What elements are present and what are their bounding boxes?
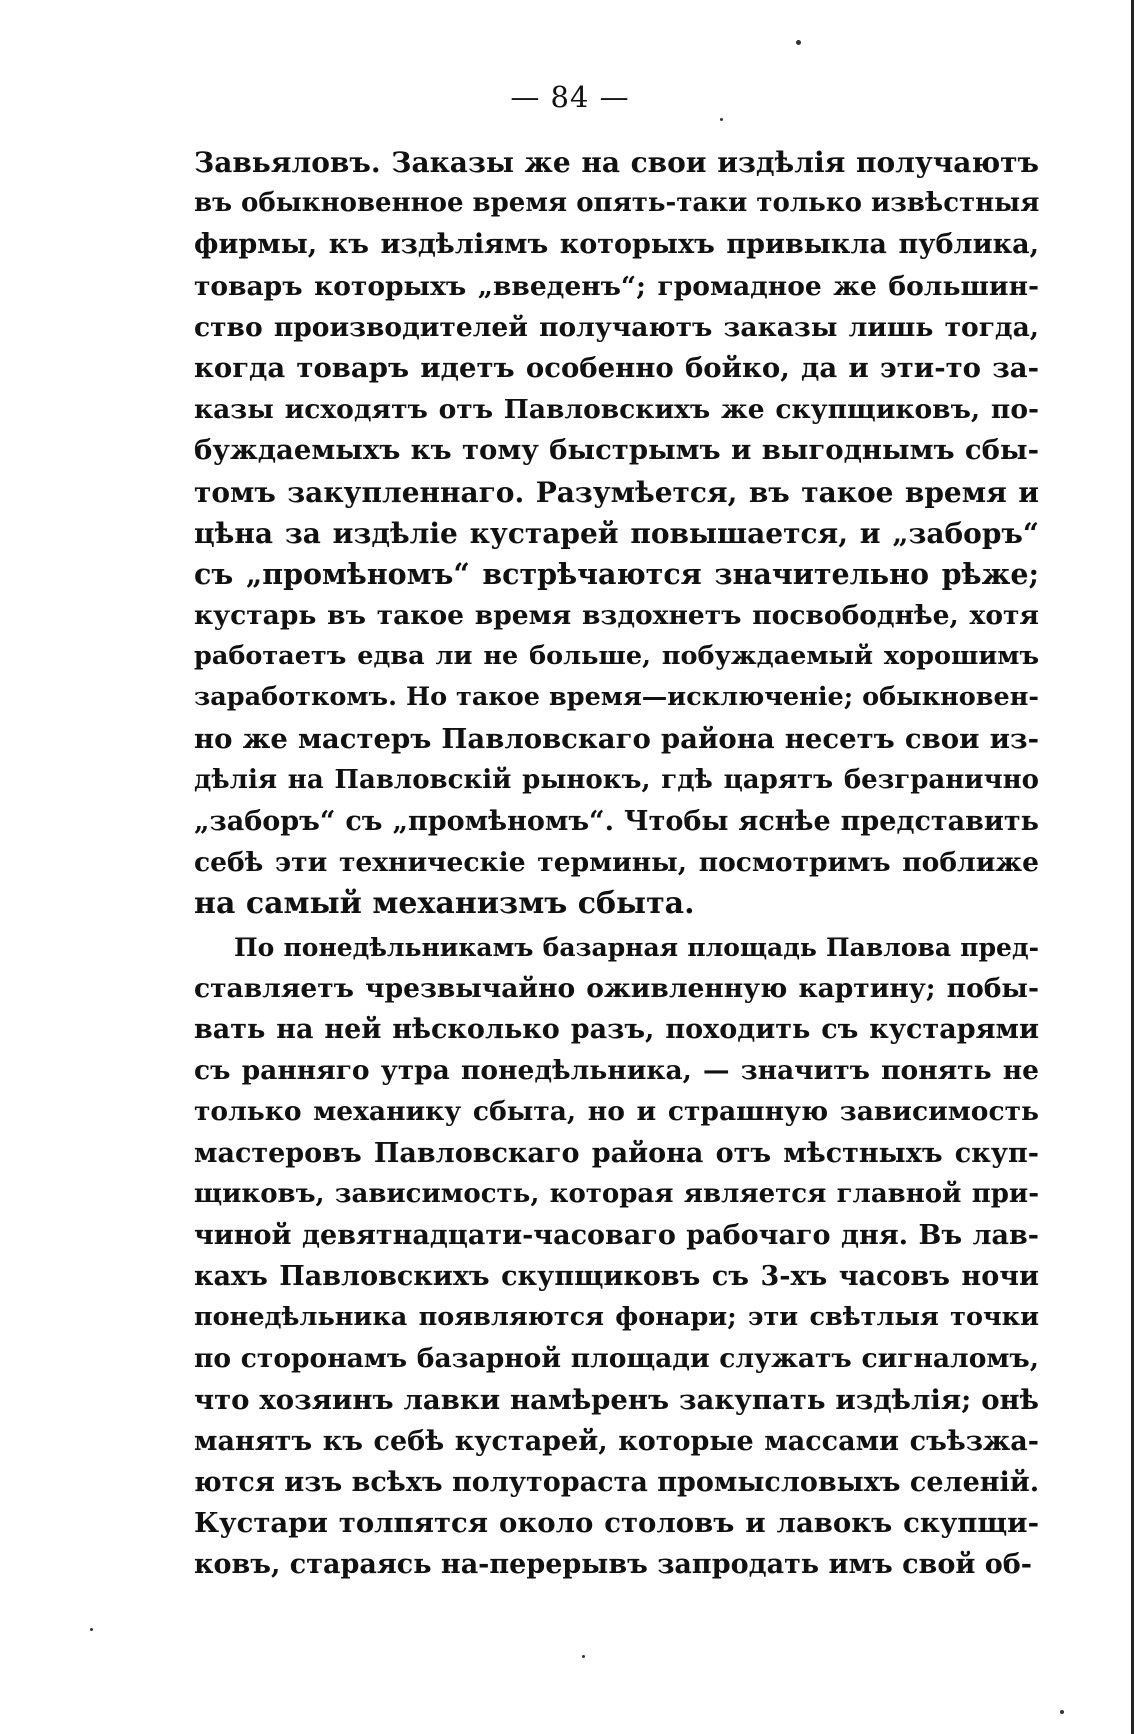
scan-speck: [796, 40, 801, 45]
page-edge-rule: [1131, 0, 1134, 1734]
scan-speck: [90, 1628, 93, 1631]
text-line: „заборъ“ съ „промѣномъ“. Чтобы яснѣе представить: [194, 806, 1039, 837]
text-line: вать на ней нѣсколько разъ, походить съ кустарями: [194, 1013, 1039, 1045]
text-line: ство производителей получаютъ заказы лишь тогда,: [194, 311, 1039, 343]
text-line: По понедѣльникамъ базарная площадь Павлова пред-: [234, 932, 1039, 962]
page-number: — 84 —: [510, 80, 630, 114]
text-line: кахъ Павловскихъ скупщиковъ съ 3-хъ часовъ ночи: [194, 1261, 1039, 1293]
text-line: на самый механизмъ сбыта.: [194, 886, 695, 922]
text-line: буждаемыхъ къ тому быстрымъ и выгоднымъ сбы-: [194, 434, 1039, 467]
text-line: съ ранняго утра понедѣльника, — значитъ понять не: [194, 1055, 1039, 1087]
text-line: что хозяинъ лавки намѣренъ закупать издѣлія; онѣ: [194, 1383, 1039, 1416]
text-line: казы исходятъ отъ Павловскихъ же скупщиковъ, по-: [194, 394, 1039, 426]
scan-speck: [720, 118, 723, 121]
text-line: работаетъ едва ли не больше, побуждаемый хорошимъ: [194, 641, 1039, 672]
text-line: въ обыкновенное время опять-таки только извѣстныя: [194, 188, 1040, 219]
text-line: по сторонамъ базарной площади служатъ сигналомъ,: [194, 1343, 1039, 1375]
text-line: съ „промѣномъ“ встрѣчаются значительно рѣже;: [194, 556, 1039, 591]
body-text: [194, 142, 1039, 1586]
text-line: цѣна за издѣліе кустарей повышается, и „заборъ“: [194, 516, 1039, 550]
paragraph: [194, 142, 1039, 925]
text-line: мастеровъ Павловскаго района отъ мѣстныхъ скуп-: [194, 1137, 1039, 1169]
text-line: Кустари толпятся около столовъ и лавокъ скупщи-: [194, 1507, 1039, 1540]
text-line: манятъ къ себѣ кустарей, которые массами съѣзжа-: [194, 1425, 1039, 1457]
text-line: Завьяловъ. Заказы же на свои издѣлія получаютъ: [194, 146, 1039, 179]
text-line: понедѣльника появляются фонари; эти свѣтлыя точки: [194, 1302, 1039, 1333]
paragraph: [194, 927, 1039, 1586]
text-line: чиной девятнадцати-часоваго рабочаго дня. Въ лав-: [194, 1219, 1039, 1251]
text-line: кустарь въ такое время вздохнетъ посвободнѣе, хотя: [194, 600, 1039, 632]
text-line: ставляетъ чрезвычайно оживленную картину; побы-: [194, 972, 1039, 1004]
text-line: фирмы, къ издѣліямъ которыхъ привыкла публика,: [194, 229, 1039, 261]
text-line: ются изъ всѣхъ полутораста промысловыхъ селеній.: [194, 1467, 1040, 1498]
text-line: заработкомъ. Но такое время—исключеніе; обыкновен-: [194, 682, 1039, 713]
scan-speck: [582, 1655, 585, 1658]
text-line: но же мастеръ Павловскаго района несетъ свои из-: [194, 722, 1039, 755]
scan-speck: [1060, 1710, 1064, 1714]
text-line: щиковъ, зависимость, которая является главной при-: [194, 1178, 1039, 1209]
text-line: дѣлія на Павловскій рынокъ, гдѣ царятъ безгранично: [194, 764, 1039, 795]
text-line: ковъ, стараясь на-перерывъ запродать имъ свой об-: [194, 1549, 1032, 1581]
text-line: товаръ которыхъ „введенъ“; громадное же большин-: [194, 270, 1039, 302]
text-line: только механику сбыта, но и страшную зависимость: [194, 1096, 1039, 1128]
text-line: себѣ эти техническіе термины, посмотримъ поближе: [194, 847, 1039, 879]
text-line: томъ закупленнаго. Разумѣется, въ такое время и: [194, 475, 1039, 509]
text-line: когда товаръ идетъ особенно бойко, да и эти-то за-: [194, 351, 1039, 384]
